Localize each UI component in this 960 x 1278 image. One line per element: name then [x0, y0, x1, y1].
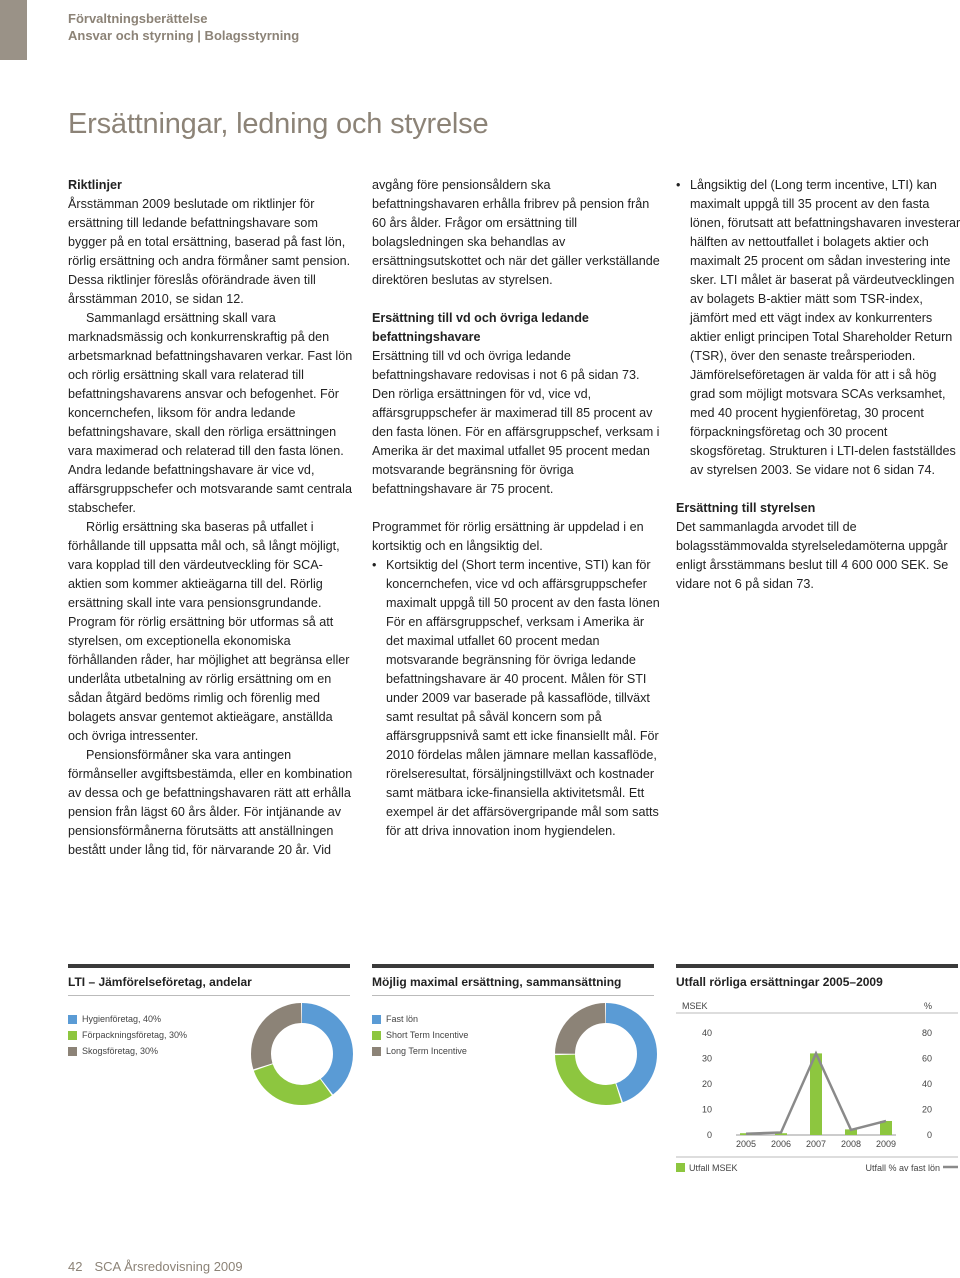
heading-ersattning-vd: Ersättning till vd och övriga ledande befattningshavare: [372, 311, 589, 344]
chart-title: LTI – Jämförelseföretag, andelar: [68, 975, 252, 989]
heading-ersattning-styrelsen: Ersättning till styrelsen: [676, 501, 816, 515]
legend-label: Förpackningsföretag, 30%: [82, 1030, 188, 1040]
donut-chart: [250, 1002, 354, 1106]
donut-chart: [554, 1002, 658, 1106]
legend-item: [68, 1011, 187, 1027]
y-tick-left: 30: [701, 1053, 712, 1064]
legend-label: Skogsföretag, 30%: [82, 1046, 159, 1056]
page-footer: [68, 1259, 243, 1274]
chart-max-compensation: [372, 964, 654, 1104]
paragraph: Pensionsförmåner ska vara antingen förmånseller avgiftsbestämda, eller en kombination av dessa och ge befattningshavaren rätt att erhålla pension från lägst 60 års ålder. För intjänande av pensionsförmånerna förutsätts att anställningen bestått under lång tid, för närvarande 20 år. Vid: [68, 748, 353, 857]
paragraph: Årsstämman 2009 beslutade om riktlinjer för ersättning till ledande befattningshavare som bygger på en total ersättning, baserad på fast lön, rörlig ersättning och andra förmåner samt pension. Dessa riktlinjer föreslås oförändrade även till årsstämman 2010, se sidan 12.: [68, 197, 351, 306]
page-title: Ersättningar, ledning och styrelse: [68, 108, 489, 140]
legend-swatch: [68, 1031, 77, 1040]
y-tick-right: 60: [921, 1053, 932, 1064]
y-tick-right: 40: [921, 1079, 932, 1089]
list-item: • Långsiktig del (Long term incentive, LTI) kan maximalt uppgå till 35 procent av den fasta lönen, förutsatt att befattningshavaren investerar hälften av nettoutfallet i bolagets aktier och maximalt 25 procent om sådan investering inte sker. LTI målet är baserat på värdeutvecklingen av bolagets B-aktier mätt som TSR-index, jämfört med ett vägt index av konkurrenters aktier enligt principen Total Shareholder Return (TSR), över den senaste treårsperioden. Jämförelseföretagen är valda för att i så hög grad som möjligt motsvara SCAs verksamhet, med 40 procent hygienföretag, 30 procent förpackningsföretag och 30 procent skogsföretag. Strukturen i LTI-delen fastställdes av styrelsen 2003. Se vidare not 6 sidan 74.: [676, 176, 960, 480]
y-tick-left: 0: [706, 1130, 712, 1140]
bullet-list: [372, 556, 660, 841]
subsection-label: Ansvar och styrning | Bolagsstyrning: [68, 28, 300, 43]
divider: [372, 964, 654, 968]
text-column-1: [68, 176, 356, 860]
y-tick-left: 20: [701, 1079, 712, 1089]
legend-item: [372, 1043, 468, 1059]
divider: [372, 995, 654, 996]
legend-swatch: [372, 1047, 381, 1056]
page-header: [68, 10, 299, 44]
legend-item: [372, 1027, 468, 1043]
legend-label: Long Term Incentive: [386, 1046, 467, 1056]
text-column-3: [676, 176, 960, 594]
legend-swatch: [372, 1031, 381, 1040]
divider: [68, 995, 350, 996]
legend-item: [372, 1011, 468, 1027]
y-tick-left: 10: [701, 1104, 712, 1115]
y-tick-left: 40: [701, 1028, 712, 1038]
bullet-list: [676, 176, 960, 480]
chart-legend: [372, 1011, 468, 1059]
legend-swatch: [68, 1047, 77, 1056]
page-number: 42: [68, 1259, 83, 1274]
y-tick-right: 20: [921, 1104, 932, 1115]
chart-lti-share: [68, 964, 350, 1104]
legend-label: Hygienföretag, 40%: [82, 1014, 162, 1024]
section-tab: [0, 0, 27, 60]
combo-chart: [676, 994, 958, 1204]
x-tick: 2008: [840, 1139, 862, 1149]
paragraph: Rörlig ersättning ska baseras på utfallet i förhållande till uppsatta mål och, så långt möjligt, vara kopplad till den värdeutveckling för SCA-aktien som kommer aktieägarna till del. Rörlig ersättning skall inte vara pensionsgrundande. Program för rörlig ersättning bör utformas så att styrelsen, om exceptionella ekonomiska förhållanden råder, har möjlighet att begränsa eller underlåta utbetalning av rörlig ersättning om en sådan åtgärd bedöms rimlig och förenlig med bolagets ansvar gentemot aktieägare, anställda och övriga intressenter.: [68, 520, 350, 743]
legend-swatch: [372, 1015, 381, 1024]
list-item: • Kortsiktig del (Short term incentive, STI) kan för koncernchefen, vice vd och affärsgruppschefer maximalt uppgå till 50 procent av den fasta lönen För en affärsgruppschef, verksam i Amerika är det maximal utfallet 60 procent medan motsvarande begränsning för övriga ledande befattningshavare är 40 procent. Målen för STI under 2009 var baserade på kassaflöde, tillväxt samt resultat på såväl koncern som på affärsgruppsnivå samt ett icke finansiellt mål. För 2010 fördelas målen jämnare mellan kassaflöde, rörelseresultat, försäljningstillväxt och kostnader samt mätbara icke-finansiella aktivitetsmål. Ett exempel är det affärsövergripande mål som satts för att driva innovation inom hygiendelen.: [372, 556, 660, 841]
text-column-2: [372, 176, 660, 841]
paragraph: Ersättning till vd och övriga ledande befattningshavare redovisas i not 6 på sidan 73. Den rörliga ersättningen för vd, vice vd, affärsgruppschefer är maximerad till 85 procent av den fasta lönen. För en affärsgruppschef, verksam i Amerika är det maximal utfallet 95 procent medan motsvarande begränsning för övriga befattningshavare är 75 procent.: [372, 349, 660, 496]
legend-label: Utfall MSEK: [689, 1163, 738, 1173]
legend-label: Short Term Incentive: [386, 1030, 469, 1040]
divider: [676, 964, 958, 968]
chart-variable-outcome: [676, 964, 958, 1204]
legend-item: [68, 1027, 187, 1043]
publication-name: SCA Årsredovisning 2009: [94, 1259, 243, 1274]
x-tick: 2005: [735, 1139, 757, 1149]
paragraph: Programmet för rörlig ersättning är uppdelad i en kortsiktig och en långsiktig del.: [372, 520, 644, 553]
legend-label: Utfall % av fast lön: [865, 1163, 940, 1173]
paragraph: Sammanlagd ersättning skall vara marknadsmässig och konkurrenskraftig på den arbetsmarknad befattningshavaren verkar. Fast lön och rörlig ersättning skall vara relaterad till befattningshavarens ansvar och befogenhet. För koncernchefen, liksom för andra ledande befattningshavare, skall den rörliga ersättningen vara maximerad och relaterad till den fasta lönen. Andra ledande befattningshavare är vice vd, affärsgruppschefer och motsvarande samt centrala stabschefer.: [68, 311, 353, 515]
chart-title: Utfall rörliga ersättningar 2005–2009: [676, 975, 883, 989]
chart-legend: [68, 1011, 187, 1059]
legend-swatch: [68, 1015, 77, 1024]
left-unit: MSEK: [682, 1001, 708, 1011]
legend-swatch: [676, 1163, 685, 1172]
paragraph: avgång före pensionsåldern ska befattningshavaren erhålla fribrev på pension från 60 års ålder. Frågor om ersättning till bolagsledningen ska behandlas av ersättningsutskottet och när det gäller verkställande direktören beslutas av styrelsen.: [372, 178, 660, 287]
x-tick: 2007: [805, 1139, 827, 1149]
legend-label: Fast lön: [386, 1014, 419, 1024]
x-tick: 2006: [770, 1139, 792, 1149]
legend-item: [68, 1043, 187, 1059]
chart-title: Möjlig maximal ersättning, sammansättning: [372, 975, 622, 989]
right-unit: %: [923, 1001, 932, 1011]
y-tick-right: 80: [921, 1028, 932, 1038]
divider: [68, 964, 350, 968]
paragraph: Det sammanlagda arvodet till de bolagsstämmovalda styrelseledamöterna uppgår enligt årsstämmans beslut till 4 600 000 SEK. Se vidare not 6 på sidan 73.: [676, 520, 949, 591]
y-tick-right: 0: [926, 1130, 932, 1140]
section-label: Förvaltningsberättelse: [68, 11, 208, 26]
x-tick: 2009: [875, 1139, 897, 1149]
heading-riktlinjer: Riktlinjer: [68, 178, 122, 192]
